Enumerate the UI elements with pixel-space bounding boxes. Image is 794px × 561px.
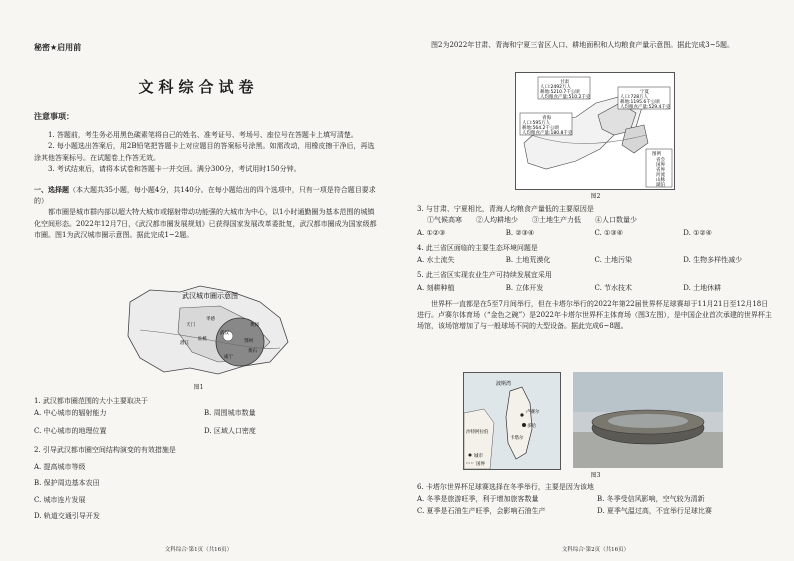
note-3: 3. 考试结束后，请将本试卷和答题卡一并交回。满分300分，考试用时150分钟。 <box>48 165 301 174</box>
section-title: 一、选择题 <box>34 184 69 194</box>
gansu-land: 耕地:5210.7千公顷 <box>540 90 580 95</box>
figure-3-qatar-map <box>463 372 561 470</box>
q1-options-row1 <box>34 407 381 419</box>
q2-option-a: A. 提高城市等级 <box>34 462 86 471</box>
q3-option-b: B. ②③④ <box>505 228 535 237</box>
q5-option-a: A. 刻耕种植 <box>417 283 455 292</box>
q5-stem: 5. 此三省区实现农业生产可持续发展宜采用 <box>417 271 552 280</box>
q3-items: ①气候高寒 ②人均耕地少 ③土地生产力低 ④人口数量少 <box>427 216 637 225</box>
fig3-legend-city: 城市 <box>474 454 483 459</box>
q4-option-d: D. 生物多样性减少 <box>683 256 743 265</box>
q3-option-a: A. ①②③ <box>417 228 446 237</box>
fig2-legend-river: 河流 <box>656 173 665 178</box>
q6-option-b: B. 冬季受信风影响，空气较为清新 <box>597 495 705 504</box>
fig3-legend-border: 国界 <box>476 462 485 467</box>
fig2-legend-province: 省界 <box>656 168 665 173</box>
q4-options <box>417 254 772 266</box>
ningxia-grain: 人均粮食产量:529.4千克 <box>620 105 671 110</box>
question-6 <box>417 482 772 517</box>
map-label-lusail: 卢赛尔 <box>526 410 540 415</box>
map-label-wuhan: 武汉 <box>220 331 229 336</box>
map-label-xianning: 咸宁 <box>224 355 233 360</box>
map-label-persian-gulf: 波斯湾 <box>496 381 512 387</box>
q6-option-d: D. 夏季气温过高，不宜举行足球比赛 <box>597 507 712 516</box>
q2-option-b: B. 保护周边基本农田 <box>34 479 100 488</box>
q1-stem: 1. 武汉都市圈范围的大小主要取决于 <box>34 397 148 405</box>
notes-title: 注意事项： <box>34 112 74 121</box>
gansu-grain: 人均粮食产量:510.2千克 <box>540 95 591 100</box>
note-2: 2. 每小题选出答案后，用2B铅笔把答题卡上对应题目的答案标号涂黑。如需改动，用橡皮擦干净后，再选涂其他答案标号。在试题卷上作答无效。 <box>34 142 375 162</box>
figure-1-wuhan-map <box>120 282 300 380</box>
figure-3-stadium-photo <box>573 372 723 468</box>
doha-marker <box>522 423 526 427</box>
exam-title: 文科综合试卷 <box>138 78 259 96</box>
q6-option-c: C. 夏季是石油生产旺季，会影响石油生产 <box>417 507 546 516</box>
q6-option-a: A. 冬季是旅游旺季，利于增加旅客数量 <box>417 495 539 504</box>
figure-2-provinces-map <box>515 72 675 190</box>
q4-option-b: B. 土地荒漠化 <box>505 256 551 265</box>
q4-stem: 4. 此三省区面临的主要生态环境问题是 <box>417 243 538 252</box>
q2-option-c: C. 城市连片发展 <box>34 495 86 504</box>
q4-option-c: C. 土地污染 <box>594 256 633 265</box>
q1-option-a: A. 中心城市的辐射能力 <box>34 409 107 418</box>
q3-options <box>417 227 772 239</box>
q6-stem: 6. 卡塔尔世界杯足球赛选择在冬季举行，主要是因为该地 <box>417 483 594 491</box>
q6-options-row1 <box>417 493 772 505</box>
fig2-legend-capital: 省会 <box>656 158 665 163</box>
qinghai-name: 青海 <box>542 116 551 121</box>
gansu-pop: 人口:2492万人 <box>540 85 571 90</box>
qinghai-pop: 人口:595万人 <box>522 121 551 126</box>
map-label-saudi: 沙特阿拉伯 <box>466 430 489 435</box>
note-1: 1. 答题前，考生务必用黑色碳素笔将自己的姓名、准考证号、考场号、座位号在答题卡上填写清楚。 <box>48 131 358 139</box>
lusail-marker <box>520 413 523 416</box>
q1-option-c: C. 中心城市的地理位置 <box>34 427 107 436</box>
q5-option-c: C. 节水技术 <box>594 283 633 292</box>
q1-option-b: B. 周围城市数量 <box>204 409 256 418</box>
map-label-qianjiang: 潜江 <box>180 341 189 346</box>
left-page-footer: 文科综合·第1页（共16页） <box>164 547 233 553</box>
section-heading <box>34 184 381 208</box>
questions-1-2 <box>34 396 381 522</box>
figure-3-caption: 图3 <box>590 472 601 479</box>
q4-option-a: A. 水土流失 <box>417 256 455 265</box>
right-page-footer: 文科综合·第2页（共16页） <box>561 547 630 553</box>
q1-option-d: D. 区域人口密度 <box>204 427 256 436</box>
intro-block <box>417 40 772 51</box>
ningxia-name: 宁夏 <box>640 90 649 95</box>
notes-block <box>34 103 381 242</box>
map-label-huangshi: 黄石 <box>248 349 257 354</box>
ningxia-land: 耕地:1195.6千公顷 <box>620 100 660 105</box>
gansu-name: 甘肃 <box>560 80 569 85</box>
ningxia-pop: 人口:728万人 <box>620 95 649 100</box>
fig2-legend-lake: 湖泊 <box>656 183 665 188</box>
q2-option-d: D. 轨道交通引导开发 <box>34 512 100 521</box>
passage-wuhan: 都市圈是城市群内部以超大特大城市或辐射带动功能强的大城市为中心，以1小时通勤圈为基本范围的城镇化空间形态。2022年12月7日，《武汉都市圈发展规划》已获得国家发展改革委批复，武汉都市圈成为国家级都市圈。图1为武汉城市圈示意图。据此完成1~2题。 <box>34 208 377 240</box>
figure-1-title: 武汉城市圈示意图 <box>182 292 238 300</box>
q5-option-b: B. 立体开发 <box>505 283 544 292</box>
map-label-ezhou: 鄂州 <box>244 339 253 344</box>
questions-3-5 <box>417 204 772 333</box>
map-label-tianmen: 天门 <box>186 323 195 328</box>
fig2-legend-title: 图例 <box>652 152 661 157</box>
passage-worldcup: 世界杯一直都是在5至7月间举行，但在卡塔尔举行的2022年第22届世界杯足球赛却于11月21日至12月18日进行。卢赛尔体育场（“金色之碗”）是2022年卡塔尔世界杯主体育场（图3左图），是中国企业首次承建的世界杯主场馆，该场馆增加了与一般球场不同的大型设备。据此完成6~8题。 <box>417 299 772 331</box>
figure-1-caption: 图1 <box>193 384 204 391</box>
fig2-legend-border: 国界 <box>656 163 665 168</box>
q1-options-row2 <box>34 425 381 437</box>
q5-options <box>417 282 772 294</box>
q3-option-c: C. ①③④ <box>594 228 623 237</box>
fig2-legend-mountain: 山脉 <box>656 178 665 183</box>
confidential-mark: 秘密★启用前 <box>34 43 82 52</box>
map-label-qatar: 卡塔尔 <box>510 436 524 441</box>
qinghai-grain: 人均粮食产量:180.8千克 <box>522 131 573 136</box>
q3-option-d: D. ①②④ <box>683 228 712 237</box>
figure-2-caption: 图2 <box>590 193 601 200</box>
map-label-xiaogan: 孝感 <box>206 317 215 322</box>
map-label-xiantao: 仙桃 <box>198 337 207 342</box>
qinghai-land: 耕地:564.2千公顷 <box>522 126 559 131</box>
q6-options-row2 <box>417 505 772 517</box>
map-label-doha: 多哈 <box>527 424 536 429</box>
q2-stem: 2. 引导武汉都市圈空间结构演变的有效措施是 <box>34 446 176 455</box>
map-label-huanggang: 黄冈 <box>250 323 259 328</box>
intro-fig2: 图2为2022年甘肃、青海和宁夏三省区人口、耕地面积和人均粮食产量示意图。据此完成3~5题。 <box>431 41 735 49</box>
q5-option-d: D. 土地休耕 <box>683 283 722 292</box>
q3-stem: 3. 与甘肃、宁夏相比，青海人均粮食产量低的主要原因是 <box>417 205 594 213</box>
right-page <box>397 0 794 561</box>
section-desc: （本大题共35小题，每小题4分，共140分。在每小题给出的四个选项中，只有一项是符合题目要求的） <box>34 185 376 206</box>
